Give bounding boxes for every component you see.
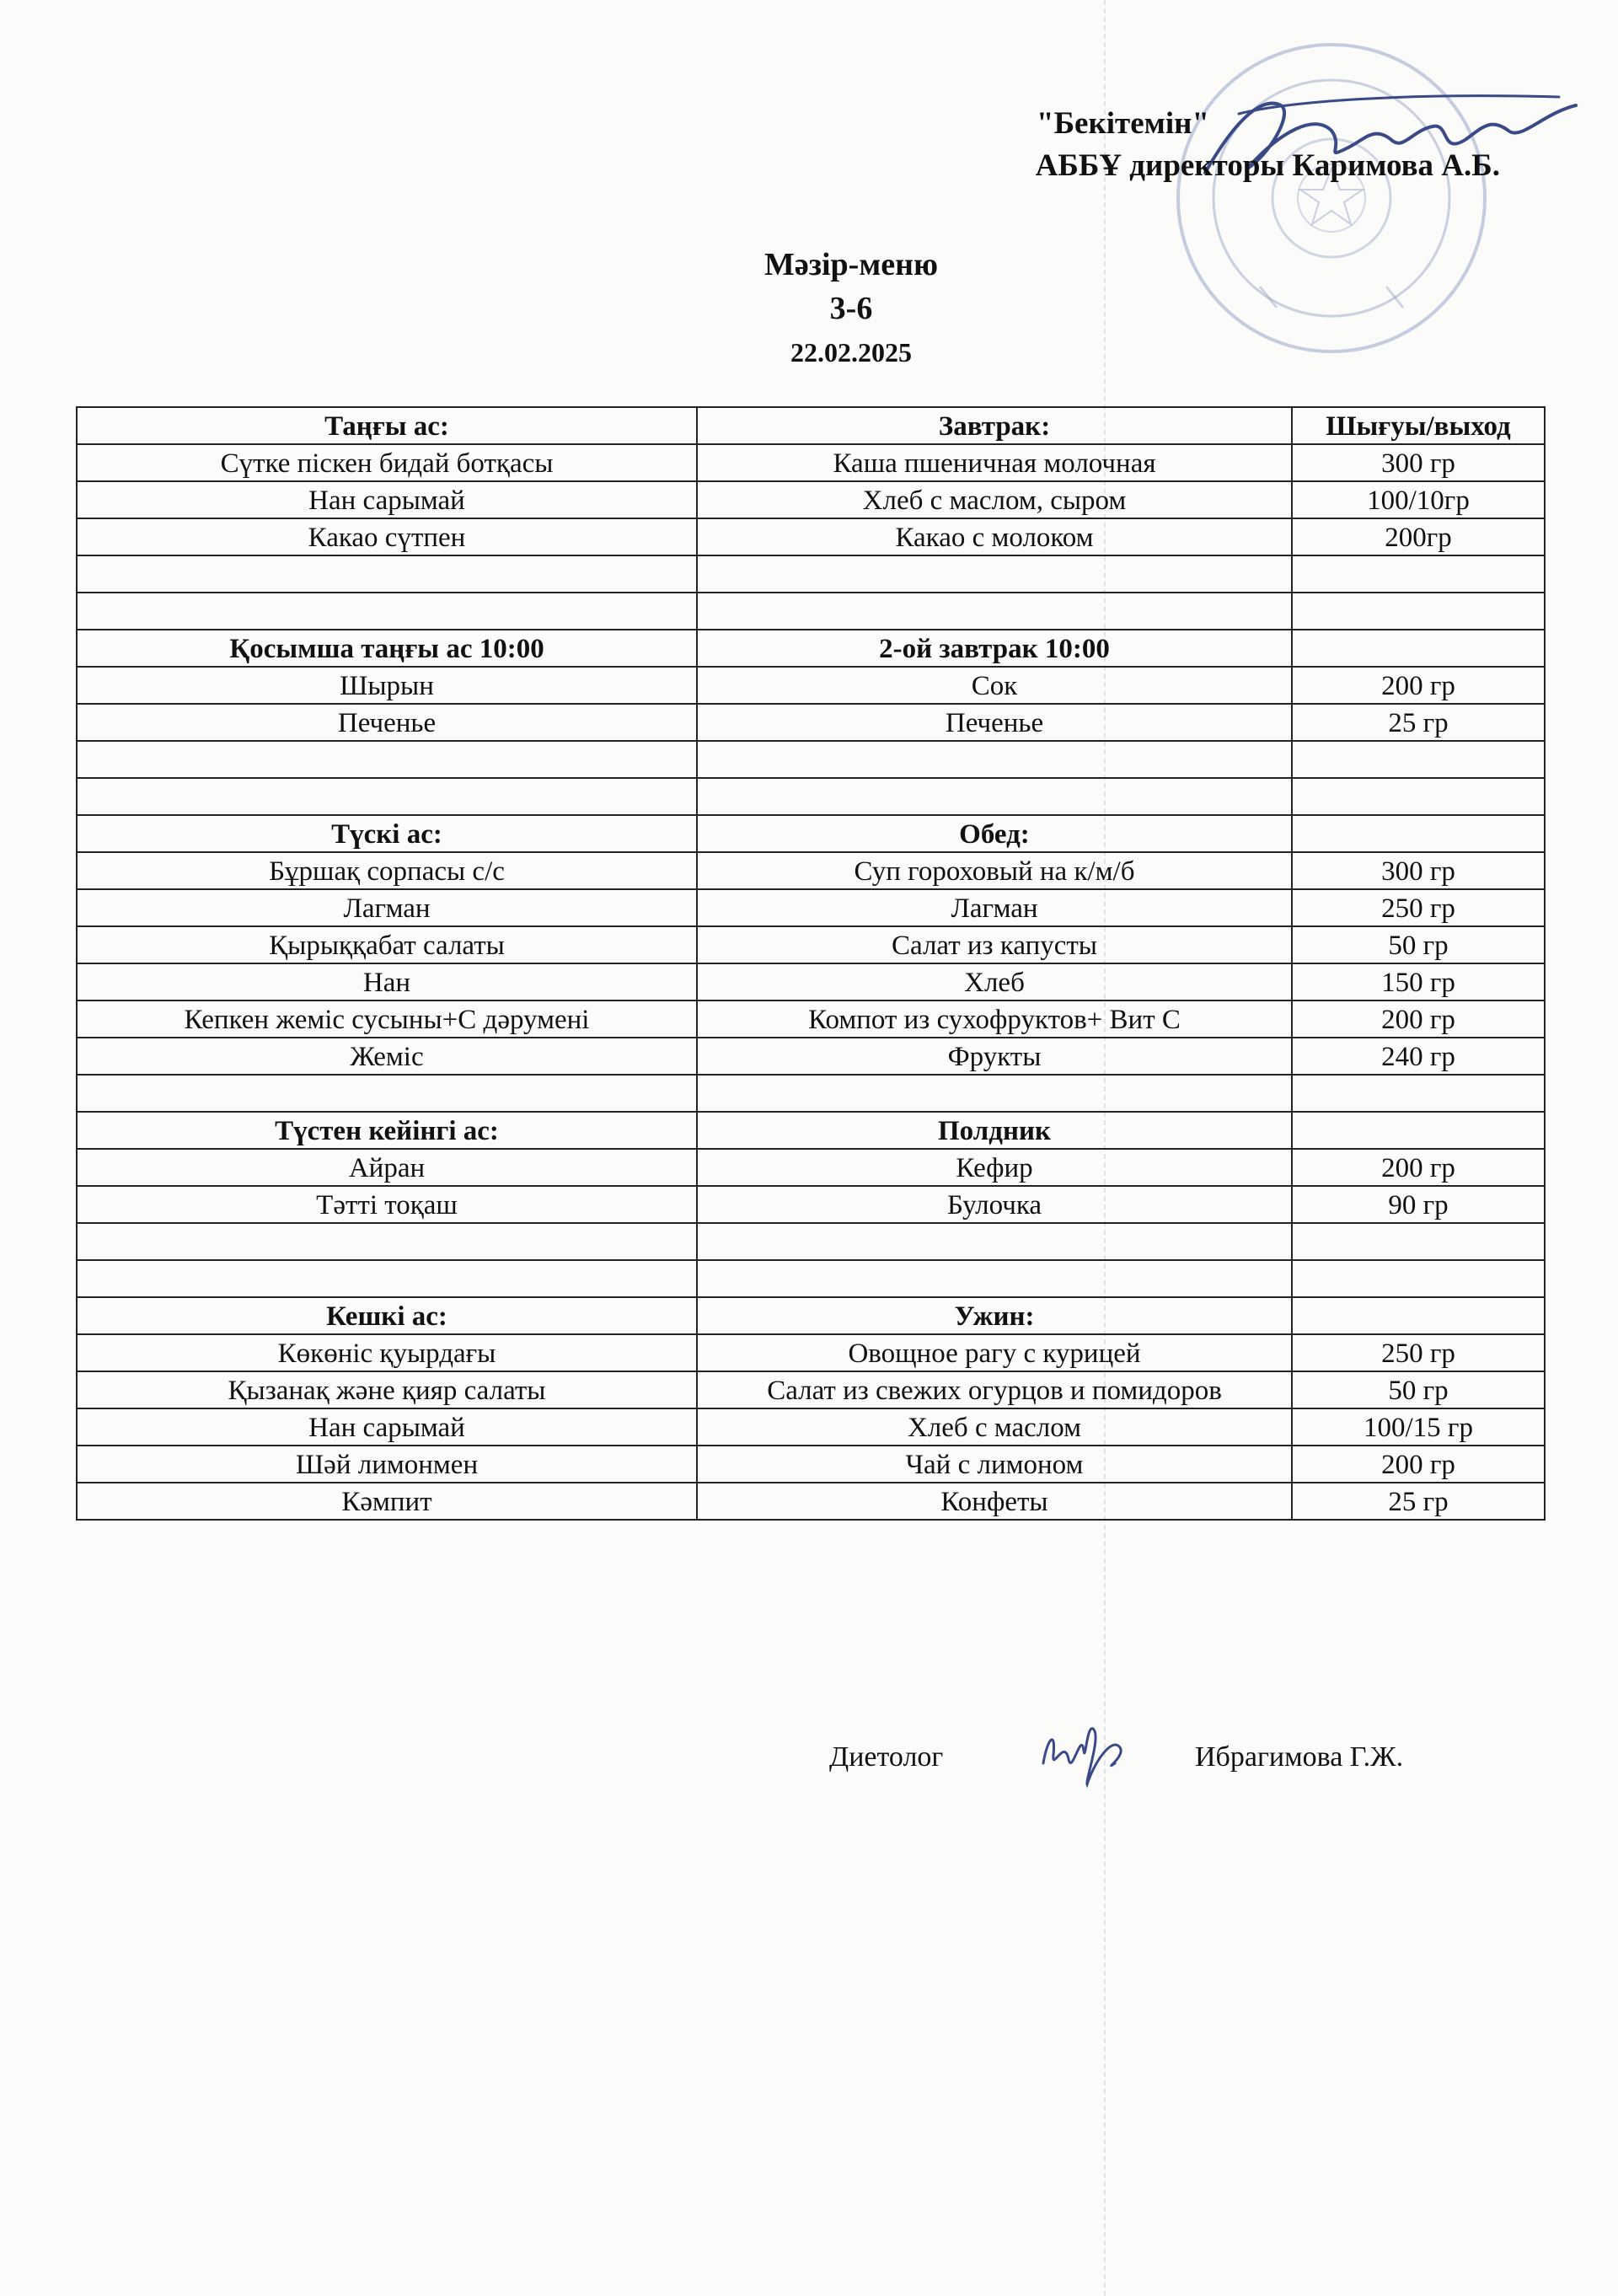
table-row: [77, 1334, 1545, 1371]
kazakh-cell: Тәтті тоқаш: [77, 1186, 697, 1223]
russian-cell: Кефир: [697, 1149, 1292, 1186]
kazakh-cell: Кәмпит: [77, 1483, 697, 1520]
russian-cell: Булочка: [697, 1186, 1292, 1223]
table-row: [77, 926, 1545, 963]
russian-cell: Хлеб: [697, 963, 1292, 1000]
table-row: [77, 1149, 1545, 1186]
table-row: [77, 852, 1545, 889]
portion-cell: [1292, 1297, 1545, 1334]
table-section-header-row: [77, 630, 1545, 667]
russian-cell: Овощное рагу с курицей: [697, 1334, 1292, 1371]
table-row: [77, 1186, 1545, 1223]
russian-cell: Обед:: [697, 815, 1292, 852]
russian-cell: Хлеб с маслом: [697, 1408, 1292, 1446]
russian-cell: Ужин:: [697, 1297, 1292, 1334]
menu-table: [76, 406, 1546, 1521]
russian-cell: Хлеб с маслом, сыром: [697, 481, 1292, 518]
russian-cell: [697, 741, 1292, 778]
kazakh-cell: Айран: [77, 1149, 697, 1186]
approval-line-2: АББҰ директоры Каримова А.Б.: [1035, 148, 1500, 183]
russian-cell: Каша пшеничная молочная: [697, 444, 1292, 481]
kazakh-cell: [77, 1223, 697, 1260]
table-row: [77, 1038, 1545, 1075]
approval-line-1: "Бекітемін": [1037, 106, 1209, 141]
portion-cell: 100/10гр: [1292, 481, 1545, 518]
portion-cell: 90 гр: [1292, 1186, 1545, 1223]
kazakh-cell: Шырын: [77, 667, 697, 704]
table-row: [77, 889, 1545, 926]
russian-cell: [697, 1260, 1292, 1297]
approval-block: [0, 103, 1500, 187]
kazakh-cell: Қосымша таңғы ас 10:00: [77, 630, 697, 667]
table-row: [77, 1075, 1545, 1112]
kazakh-cell: Нан сарымай: [77, 481, 697, 518]
table-row: [77, 444, 1545, 481]
russian-cell: Чай с лимоном: [697, 1446, 1292, 1483]
russian-cell: Печенье: [697, 704, 1292, 741]
kazakh-cell: Бұршақ сорпасы с/с: [77, 852, 697, 889]
table-row: [77, 963, 1545, 1000]
kazakh-cell: [77, 555, 697, 593]
table-row: [77, 1408, 1545, 1446]
kazakh-cell: Нан сарымай: [77, 1408, 697, 1446]
portion-cell: [1292, 555, 1545, 593]
kazakh-cell: Қырыққабат салаты: [77, 926, 697, 963]
table-section-header-row: [77, 815, 1545, 852]
menu-date: 22.02.2025: [790, 337, 912, 367]
portion-cell: 100/15 гр: [1292, 1408, 1545, 1446]
portion-cell: 25 гр: [1292, 1483, 1545, 1520]
table-row: [77, 1260, 1545, 1297]
kazakh-cell: Сүтке піскен бидай ботқасы: [77, 444, 697, 481]
table-row: [77, 1000, 1545, 1038]
kazakh-cell: Кепкен жеміс сусыны+С дәрумені: [77, 1000, 697, 1038]
table-row: [77, 741, 1545, 778]
table-row: [77, 778, 1545, 815]
dietitian-name: Ибрагимова Г.Ж.: [1195, 1741, 1404, 1773]
kazakh-cell: Кешкі ас:: [77, 1297, 697, 1334]
russian-cell: Фрукты: [697, 1038, 1292, 1075]
table-row: [77, 1223, 1545, 1260]
russian-cell: Лагман: [697, 889, 1292, 926]
portion-cell: [1292, 1223, 1545, 1260]
kazakh-cell: [77, 1075, 697, 1112]
russian-cell: Салат из свежих огурцов и помидоров: [697, 1371, 1292, 1408]
portion-cell: 300 гр: [1292, 852, 1545, 889]
menu-title: Мәзір-меню: [763, 247, 939, 282]
table-row: [77, 1483, 1545, 1520]
portion-cell: [1292, 1112, 1545, 1149]
portion-cell: 25 гр: [1292, 704, 1545, 741]
table-row: [77, 1446, 1545, 1483]
russian-cell: [697, 593, 1292, 630]
portion-cell: 200 гр: [1292, 1446, 1545, 1483]
table-section-header-row: [77, 1297, 1545, 1334]
dietitian-signature: [1035, 1713, 1136, 1789]
kazakh-cell: Түстен кейінгі ас:: [77, 1112, 697, 1149]
table-row: [77, 704, 1545, 741]
portion-cell: 250 гр: [1292, 889, 1545, 926]
table-row: [77, 481, 1545, 518]
kazakh-cell: Түскі ас:: [77, 815, 697, 852]
russian-cell: 2-ой завтрак 10:00: [697, 630, 1292, 667]
portion-cell: 200гр: [1292, 518, 1545, 555]
russian-cell: Конфеты: [697, 1483, 1292, 1520]
portion-cell: [1292, 593, 1545, 630]
table-row: [77, 555, 1545, 593]
russian-cell: Компот из сухофруктов+ Вит С: [697, 1000, 1292, 1038]
portion-cell: [1292, 1075, 1545, 1112]
russian-cell: Какао с молоком: [697, 518, 1292, 555]
russian-cell: Салат из капусты: [697, 926, 1292, 963]
portion-cell: [1292, 778, 1545, 815]
table-row: [77, 593, 1545, 630]
portion-cell: 50 гр: [1292, 1371, 1545, 1408]
kazakh-cell: [77, 778, 697, 815]
age-group: 3-6: [829, 291, 873, 326]
table-section-header-row: [77, 1112, 1545, 1149]
kazakh-cell: Печенье: [77, 704, 697, 741]
russian-cell: Завтрак:: [697, 407, 1292, 444]
russian-cell: [697, 1223, 1292, 1260]
kazakh-cell: Таңғы ас:: [77, 407, 697, 444]
portion-cell: 200 гр: [1292, 667, 1545, 704]
kazakh-cell: Қызанақ және қияр салаты: [77, 1371, 697, 1408]
portion-cell: [1292, 815, 1545, 852]
russian-cell: [697, 778, 1292, 815]
russian-cell: Полдник: [697, 1112, 1292, 1149]
russian-cell: [697, 1075, 1292, 1112]
table-row: [77, 518, 1545, 555]
kazakh-cell: [77, 1260, 697, 1297]
portion-cell: Шығуы/выход: [1292, 407, 1545, 444]
portion-cell: 300 гр: [1292, 444, 1545, 481]
russian-cell: Сок: [697, 667, 1292, 704]
portion-cell: 50 гр: [1292, 926, 1545, 963]
kazakh-cell: Жеміс: [77, 1038, 697, 1075]
menu-table-body: [77, 407, 1545, 1520]
kazakh-cell: Көкөніс қуырдағы: [77, 1334, 697, 1371]
table-row: [77, 667, 1545, 704]
kazakh-cell: Какао сүтпен: [77, 518, 697, 555]
portion-cell: 200 гр: [1292, 1000, 1545, 1038]
portion-cell: [1292, 630, 1545, 667]
portion-cell: 250 гр: [1292, 1334, 1545, 1371]
kazakh-cell: Лагман: [77, 889, 697, 926]
kazakh-cell: [77, 593, 697, 630]
portion-cell: 240 гр: [1292, 1038, 1545, 1075]
table-section-header-row: [77, 407, 1545, 444]
portion-cell: 150 гр: [1292, 963, 1545, 1000]
kazakh-cell: [77, 741, 697, 778]
kazakh-cell: Нан: [77, 963, 697, 1000]
portion-cell: [1292, 1260, 1545, 1297]
table-row: [77, 1371, 1545, 1408]
portion-cell: 200 гр: [1292, 1149, 1545, 1186]
dietitian-role: Диетолог: [829, 1741, 944, 1773]
portion-cell: [1292, 741, 1545, 778]
kazakh-cell: Шәй лимонмен: [77, 1446, 697, 1483]
russian-cell: Суп гороховый на к/м/б: [697, 852, 1292, 889]
russian-cell: [697, 555, 1292, 593]
